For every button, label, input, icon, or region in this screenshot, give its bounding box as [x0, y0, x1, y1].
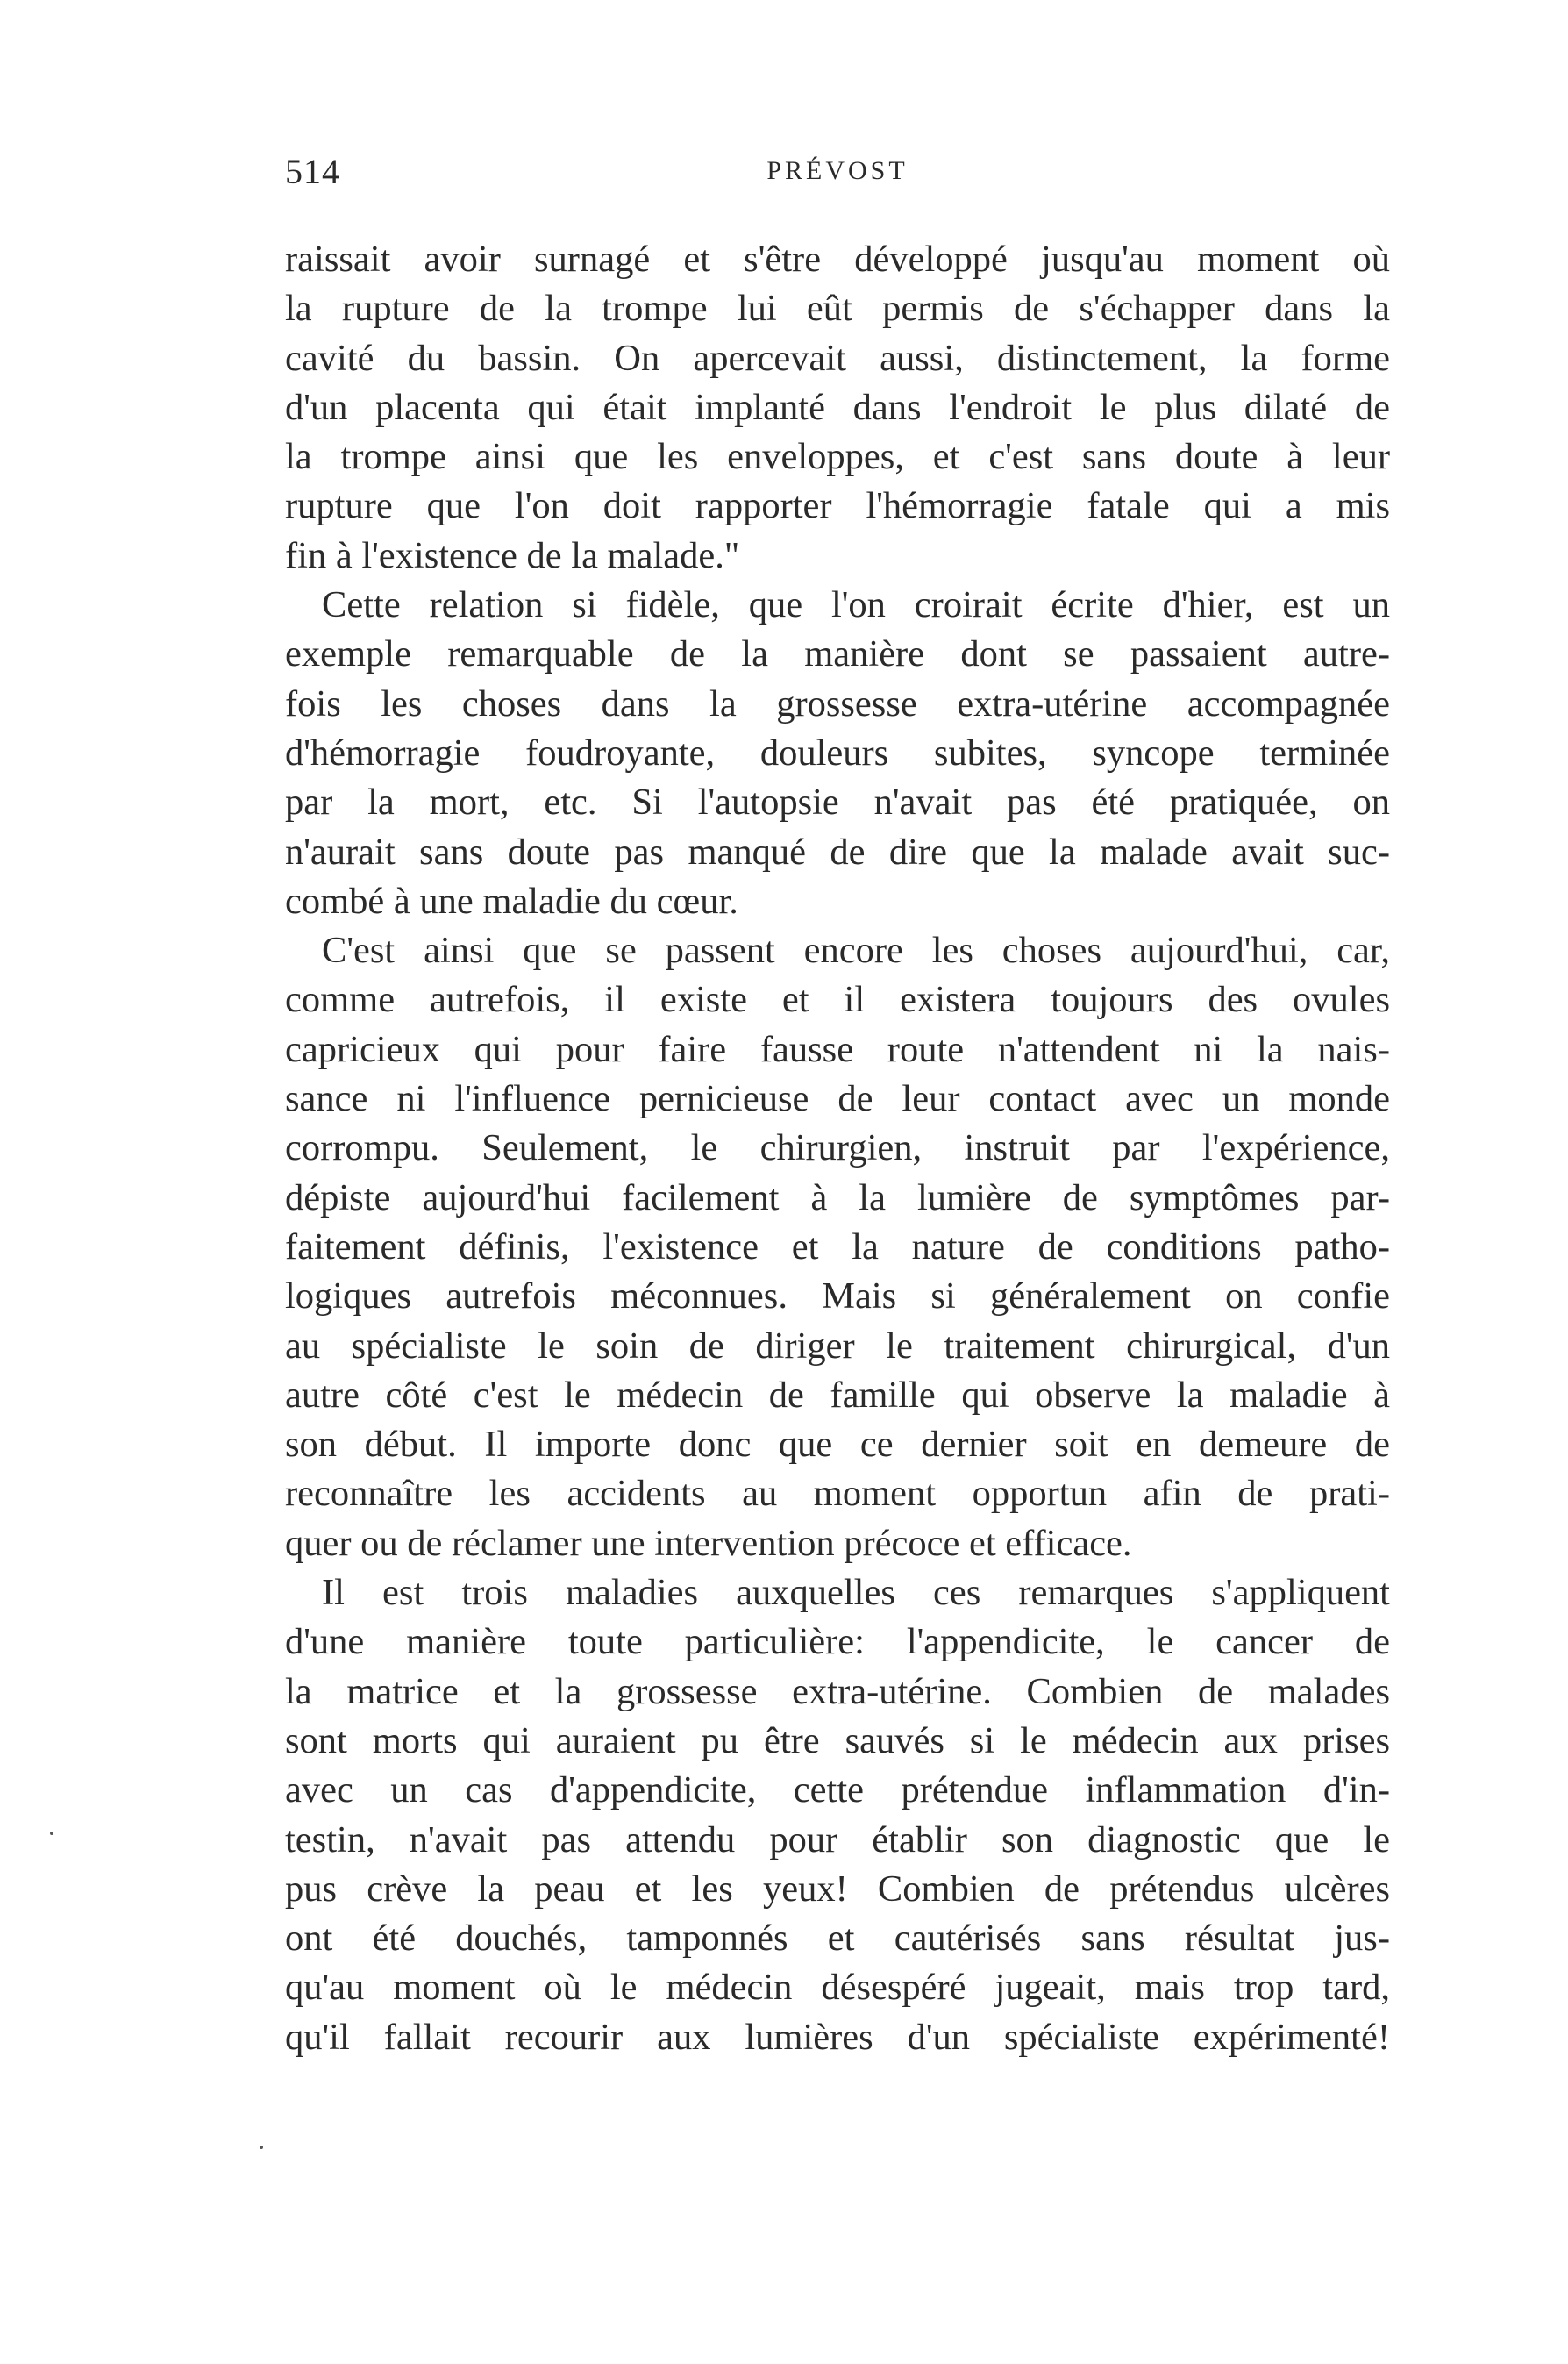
text-line: au spécialiste le soin de diriger le traitement chirurgical, d'un	[285, 1325, 1390, 1367]
text-line: reconnaître les accidents au moment opportun afin de prati-	[285, 1473, 1390, 1515]
paragraph	[285, 235, 1390, 581]
text-line: Il est trois maladies auxquelles ces remarques s'appliquent	[322, 1572, 1390, 1614]
text-line: cavité du bassin. On apercevait aussi, distinctement, la forme	[285, 337, 1390, 379]
text-line: faitement définis, l'existence et la nature de conditions patho-	[285, 1225, 1390, 1268]
text-line: C'est ainsi que se passent encore les choses aujourd'hui, car,	[322, 930, 1390, 972]
page-number: 514	[285, 152, 340, 191]
paragraph	[285, 1568, 1390, 2062]
text-line: exemple remarquable de la manière dont se passaient autre-	[285, 633, 1390, 675]
text-line: Cette relation si fidèle, que l'on croirait écrite d'hier, est un	[322, 584, 1390, 626]
text-line: d'un placenta qui était implanté dans l'endroit le plus dilaté de	[285, 386, 1390, 428]
text-line: avec un cas d'appendicite, cette prétendue inflammation d'in-	[285, 1769, 1390, 1811]
text-line: rupture que l'on doit rapporter l'hémorragie fatale qui a mis	[285, 485, 1390, 527]
text-line: n'aurait sans doute pas manqué de dire que la malade avait suc-	[285, 831, 1390, 873]
paragraph	[285, 926, 1390, 1568]
text-line: son début. Il importe donc que ce dernier soit en demeure de	[285, 1424, 1390, 1466]
text-line: testin, n'avait pas attendu pour établir son diagnostic que le	[285, 1818, 1390, 1860]
text-line: qu'au moment où le médecin désespéré jugeait, mais trop tard,	[285, 1967, 1390, 2009]
text-line: corrompu. Seulement, le chirurgien, instruit par l'expérience,	[285, 1127, 1390, 1169]
text-line: d'hémorragie foudroyante, douleurs subites, syncope terminée	[285, 732, 1390, 774]
body-text	[285, 235, 1390, 2062]
text-line: d'une manière toute particulière: l'appendicite, le cancer de	[285, 1621, 1390, 1663]
speck-mark	[50, 1832, 53, 1835]
text-line: raissait avoir surnagé et s'être développé jusqu'au moment où	[285, 239, 1390, 280]
text-line: la trompe ainsi que les enveloppes, et c'est sans doute à leur	[285, 436, 1390, 478]
running-head: PRÉVOST	[766, 156, 909, 185]
text-line: comme autrefois, il existe et il existera toujours des ovules	[285, 979, 1390, 1021]
text-line: capricieux qui pour faire fausse route n'attendent ni la nais-	[285, 1028, 1390, 1070]
text-line: par la mort, etc. Si l'autopsie n'avait pas été pratiquée, on	[285, 782, 1390, 824]
text-line: fois les choses dans la grossesse extra-utérine accompagnée	[285, 682, 1390, 725]
text-line: fin à l'existence de la malade."	[285, 534, 740, 576]
text-line: autre côté c'est le médecin de famille qui observe la maladie à	[285, 1374, 1390, 1416]
text-line: qu'il fallait recourir aux lumières d'un spécialiste expérimenté!	[285, 2016, 1390, 2058]
text-line: la rupture de la trompe lui eût permis de s'échapper dans la	[285, 288, 1390, 330]
text-line: logiques autrefois méconnues. Mais si généralement on confie	[285, 1275, 1390, 1318]
text-line: combé à une maladie du cœur.	[285, 880, 738, 922]
text-line: dépiste aujourd'hui facilement à la lumière de symptômes par-	[285, 1176, 1390, 1218]
text-line: la matrice et la grossesse extra-utérine. Combien de malades	[285, 1670, 1390, 1712]
paragraph	[285, 581, 1390, 926]
text-line: sance ni l'influence pernicieuse de leur contact avec un monde	[285, 1078, 1390, 1120]
text-line: ont été douchés, tamponnés et cautérisés sans résultat jus-	[285, 1918, 1390, 1960]
text-line: quer ou de réclamer une intervention précoce et efficace.	[285, 1522, 1132, 1564]
text-line: sont morts qui auraient pu être sauvés si le médecin aux prises	[285, 1719, 1390, 1761]
text-line: pus crève la peau et les yeux! Combien de prétendus ulcères	[285, 1868, 1390, 1910]
page-header	[285, 151, 1390, 204]
speck-mark	[260, 2146, 263, 2149]
